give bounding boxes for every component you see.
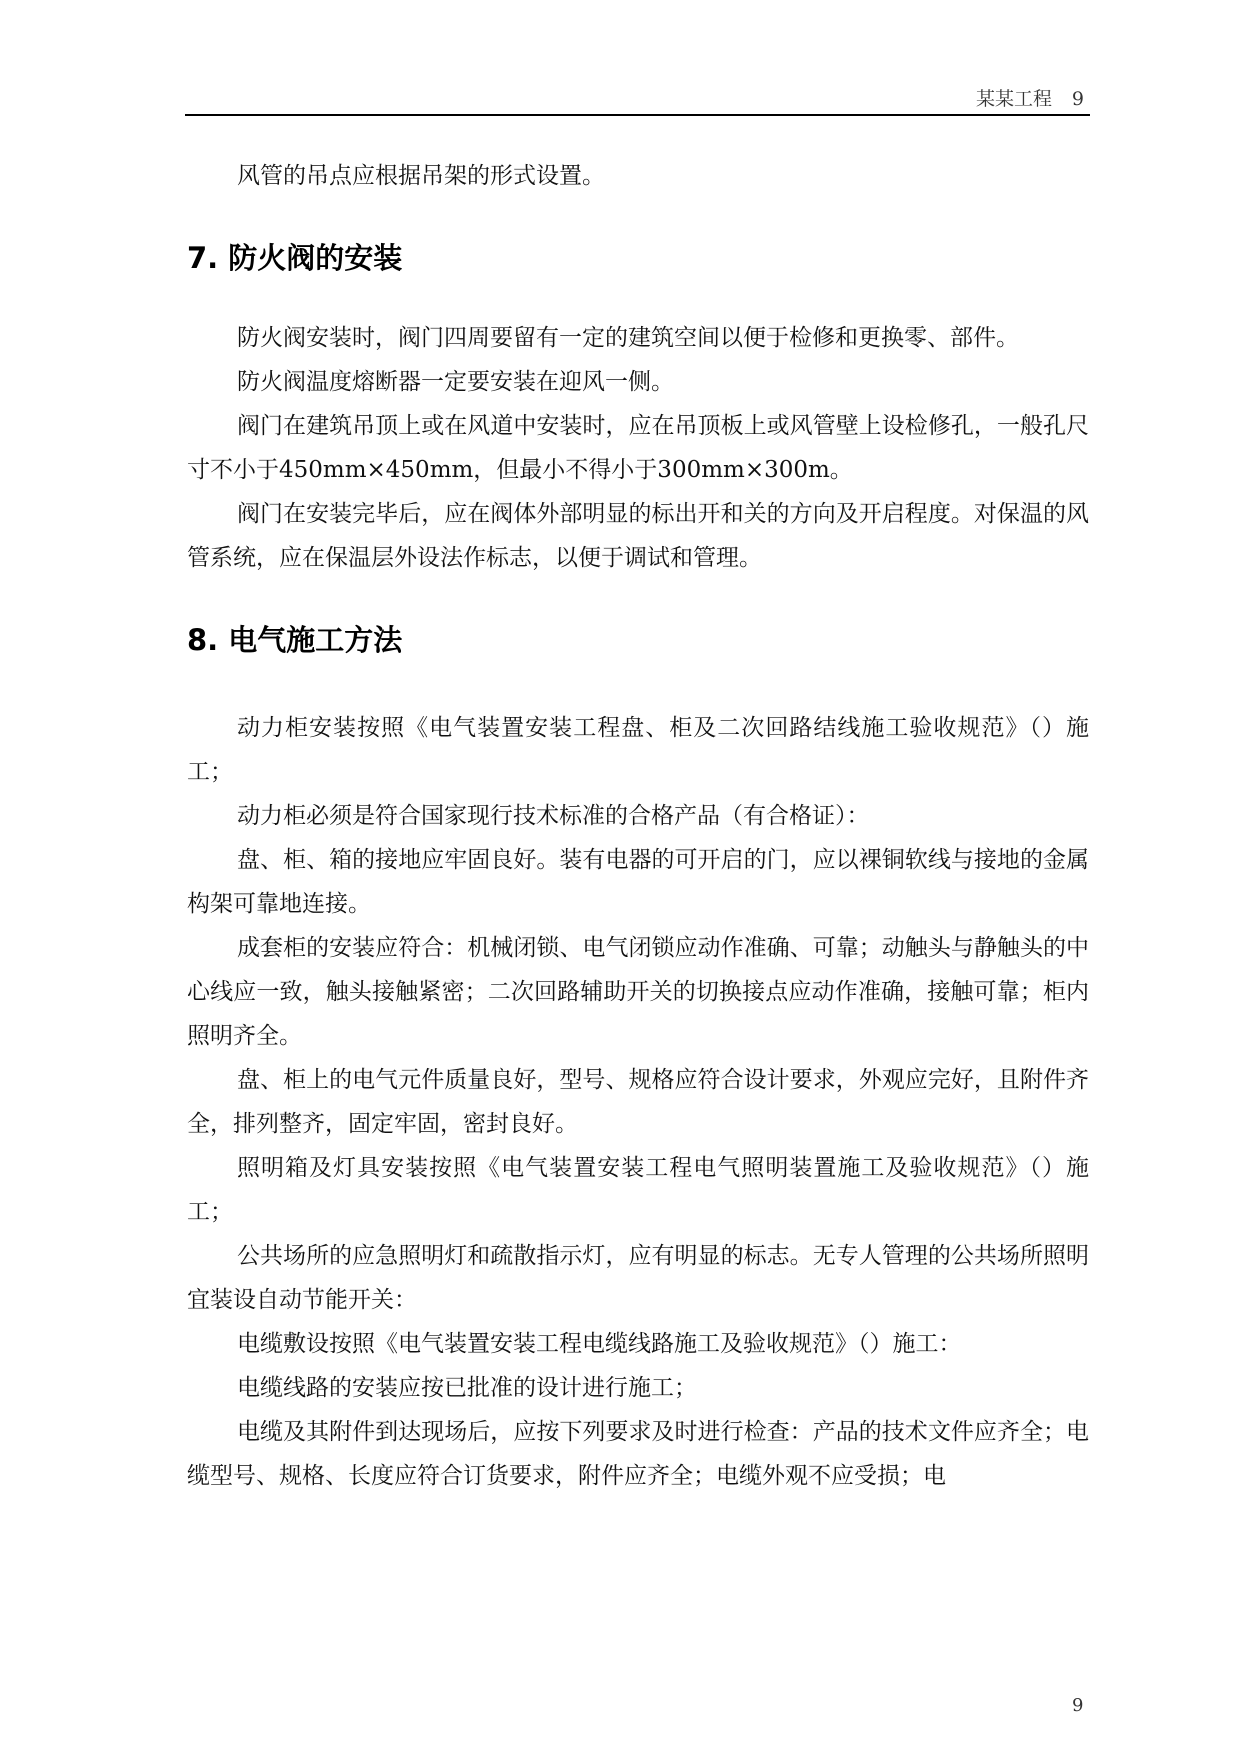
section-8-paragraph: 动力柜必须是符合国家现行技术标准的合格产品（有合格证）： (237, 803, 870, 829)
section-8-heading: 8. 电气施工方法 (187, 623, 403, 657)
section-8-paragraph: 盘、柜上的电气元件质量良好，型号、规格应符合设计要求，外观应完好，且附件齐全，排列整齐，固定牢固，密封良好。 (187, 1067, 1089, 1137)
section-7-heading: 7. 防火阀的安装 (187, 241, 403, 275)
section-8-paragraph: 公共场所的应急照明灯和疏散指示灯，应有明显的标志。无专人管理的公共场所照明宜装设自动节能开关： (187, 1243, 1089, 1313)
section-7-paragraph: 防火阀安装时，阀门四周要留有一定的建筑空间以便于检修和更换零、部件。 (237, 325, 1019, 351)
document-body (187, 154, 1089, 1498)
section-7-paragraph: 阀门在建筑吊顶上或在风道中安装时，应在吊顶板上或风管壁上设检修孔，一般孔尺寸不小于450mm×450mm，但最小不得小于300mm×300m。 (187, 413, 1089, 483)
section-7-paragraph: 阀门在安装完毕后，应在阀体外部明显的标出开和关的方向及开启程度。对保温的风管系统，应在保温层外设法作标志，以便于调试和管理。 (187, 501, 1089, 571)
header-title: 某某工程 (975, 88, 1052, 110)
section-8-paragraph: 盘、柜、箱的接地应牢固良好。装有电器的可开启的门，应以裸铜软线与接地的金属构架可靠地连接。 (187, 847, 1089, 917)
section-8-paragraph: 电缆线路的安装应按已批准的设计进行施工； (237, 1375, 697, 1401)
section-8-paragraph: 电缆敷设按照《电气装置安装工程电缆线路施工及验收规范》（）施工： (237, 1331, 962, 1357)
section-7-paragraph: 防火阀温度熔断器一定要安装在迎风一侧。 (237, 369, 674, 395)
section-8-body (187, 706, 1089, 1498)
section-7-body (187, 316, 1089, 580)
intro-paragraph: 风管的吊点应根据吊架的形式设置。 (237, 163, 605, 189)
page-header (185, 84, 1090, 116)
section-8-paragraph: 照明箱及灯具安装按照《电气装置安装工程电气照明装置施工及验收规范》（）施工； (187, 1155, 1089, 1225)
section-8-paragraph: 成套柜的安装应符合：机械闭锁、电气闭锁应动作准确、可靠；动触头与静触头的中心线应一致，触头接触紧密；二次回路辅助开关的切换接点应动作准确，接触可靠；柜内照明齐全。 (187, 935, 1089, 1049)
header-page-number: 9 (1071, 88, 1084, 110)
section-8-paragraph: 电缆及其附件到达现场后，应按下列要求及时进行检查：产品的技术文件应齐全；电缆型号、规格、长度应符合订货要求，附件应齐全；电缆外观不应受损；电 (187, 1419, 1089, 1489)
section-8-paragraph: 动力柜安装按照《电气装置安装工程盘、柜及二次回路结线施工验收规范》（）施工； (187, 715, 1089, 785)
footer-page-number: 9 (1072, 1695, 1084, 1716)
